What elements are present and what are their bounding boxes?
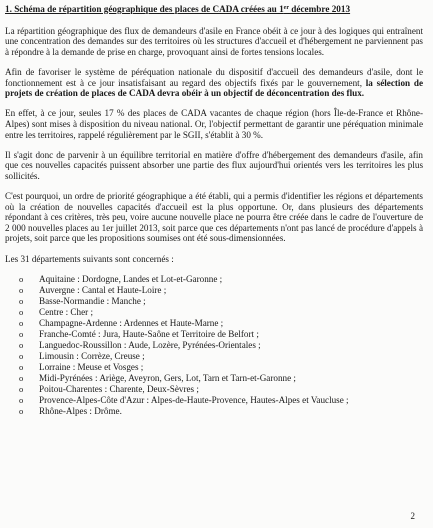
paragraph-text: Les 31 départements suivants sont concernés : [5,253,174,264]
department-text: Midi-Pyrénées : Ariège, Aveyron, Gers, Lot, Tarn et Tarn-et-Garonne ; [39,372,296,383]
list-item [19,329,423,340]
bullet-icon: o [19,350,24,361]
list-item [19,373,423,384]
list-item [19,406,423,417]
heading-superscript: er [283,5,289,11]
bullet-icon: o [19,328,24,339]
department-text: Aquitaine : Dordogne, Landes et Lot-et-Garonne ; [39,273,223,284]
paragraph-text: Afin de favoriser le système de péréquation nationale du dispositif d'accueil des demandeurs d'asile, dont le fonctionnement est à ce jour insatisfaisant au regard des objectifs fixés par le gouvernement, [5,66,423,88]
list-item [19,307,423,318]
bullet-icon: o [19,361,24,372]
paragraph-bold-text: la sélection de projets de création de places de CADA devra obéir à un objectif de déconcentration des flux. [5,77,423,99]
department-text: Centre : Cher ; [39,306,93,317]
paragraph [5,67,423,99]
list-item [19,395,423,406]
list-item [19,274,423,285]
list-item [19,285,423,296]
bullet-icon: o [19,383,24,394]
department-text: Auvergne : Cantal et Haute-Loire ; [39,284,167,295]
department-text: Rhône-Alpes : Drôme. [39,405,122,416]
bullet-icon: o [19,394,24,405]
list-item [19,351,423,362]
bullet-icon: o [19,339,24,350]
heading-text: 1. Schéma de répartition géographique des places de CADA créées au 1 [5,4,284,14]
paragraph [5,191,423,244]
body-paragraphs [5,26,423,265]
department-text: Poitou-Charentes : Charente, Deux-Sèvres ; [39,383,199,394]
department-text: Languedoc-Roussillon : Aude, Lozère, Pyrénées-Orientales ; [39,339,261,350]
bullet-icon: o [19,372,24,383]
paragraph [5,254,423,265]
department-list [5,274,423,417]
section-heading [5,4,423,15]
bullet-icon: o [19,273,24,284]
paragraph-text: En effet, à ce jour, seules 17 % des places de CADA vacantes de chaque région (hors Île-de-France et Rhône-Alpes) sont mises à disposition du niveau national. Or, l'objectif permettant de garantir une péréquation minimale entre les territoires, rappelé régulièrement par le SGII, s'établit à 30 %. [5,108,423,140]
department-text: Franche-Comté : Jura, Haute-Saône et Territoire de Belfort ; [39,328,259,339]
department-text: Lorraine : Meuse et Vosges ; [39,361,144,372]
department-text: Provence-Alpes-Côte d'Azur : Alpes-de-Haute-Provence, Hautes-Alpes et Vaucluse ; [39,394,349,405]
bullet-icon: o [19,405,24,416]
page-content [5,4,423,417]
list-item [19,340,423,351]
bullet-icon: o [19,306,24,317]
list-item [19,384,423,395]
list-item [19,318,423,329]
bullet-icon: o [19,284,24,295]
bullet-icon: o [19,295,24,306]
department-text: Limousin : Corrèze, Creuse ; [39,350,145,361]
bullet-icon: o [19,317,24,328]
paragraph [5,26,423,58]
department-text: Basse-Normandie : Manche ; [39,295,146,306]
paragraph-text: La répartition géographique des flux de demandeurs d'asile en France obéit à ce jour à des logiques qui entraînent une concentration des demandes sur des territoires où les structures d'accueil et d'hébergement ne parviennent pas à répondre à la demande de prise en charge, provoquant ainsi de fortes tensions locales. [5,25,423,57]
list-item [19,362,423,373]
paragraph-text: Il s'agit donc de parvenir à un équilibre territorial en matière d'offre d'hébergement des demandeurs d'asile, afin que ces nouvelles capacités puissent absorber une partie des flux aujourd'hui orientés vers les territoires les plus sollicités. [5,149,423,181]
heading-tail: décembre 2013 [289,4,351,14]
department-text: Champagne-Ardenne : Ardennes et Haute-Marne ; [39,317,224,328]
paragraph [5,150,423,182]
list-item [19,296,423,307]
paragraph [5,108,423,140]
page-number: 2 [410,511,415,521]
paragraph-text: C'est pourquoi, un ordre de priorité géographique a été établi, qui a permis d'identifier les régions et départements où la création de nouvelles capacités d'accueil est la plus opportune. Or, dans plusieurs des départements répondant à ces critères, très peu, voire aucune nouvelle place ne pourra être créée dans le cadre de l'ouverture de 2 000 nouvelles places au 1er juillet 2013, soit parce que ces départements n'ont pas lancé de procédure d'appels à projets, soit parce que les propositions soumises ont été sous-dimensionnées. [5,191,423,244]
